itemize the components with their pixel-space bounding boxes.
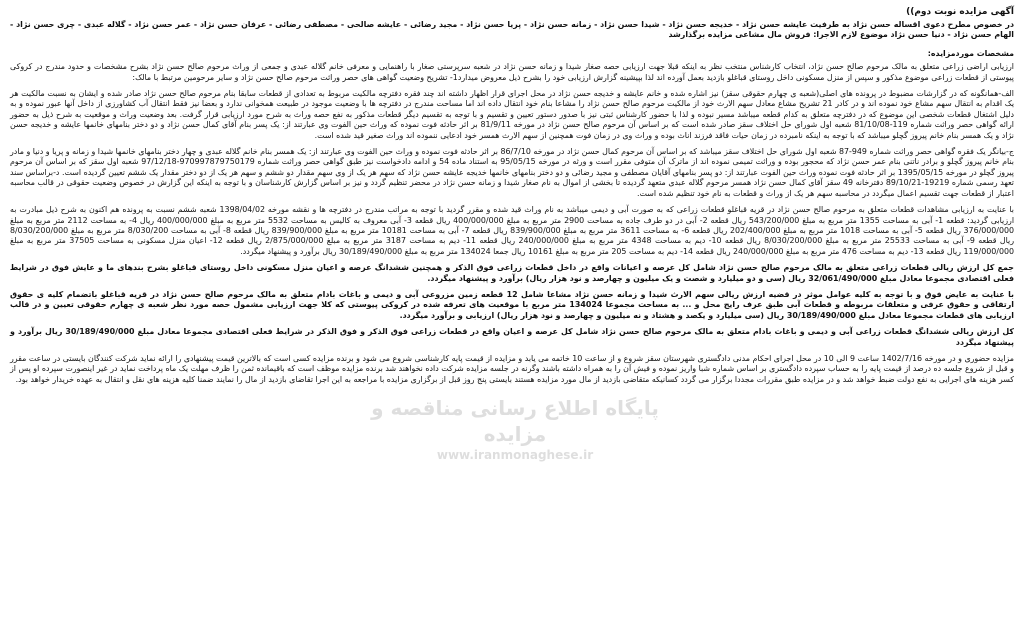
notice-title: آگهی مزایده نوبت دوم)) xyxy=(906,7,1014,17)
paragraph-total-value: جمع کل ارزش ریالی قطعات زراعی متعلق به مالک مرحوم صالح حسن نژاد شامل کل عرصه و اعیانات واقع در داخل قطعات زراعی فوق الذکر و همچنین ششدانگ عرصه و اعیان منزل مسکونی داخل روستای قباغلو بشرح بندهای ما و عایش فوق در شرایط فعلی اقتصادی مجموعا معادل مبلغ 32/061/490/000 ریال (سی و دو میلیارد و شصت و یک میلیون و چهارصد و نود هزار ریال) برآورد و پیشنهاد میگردد. xyxy=(10,263,1014,283)
watermark-url: www.iranmonaghese.ir xyxy=(436,448,594,462)
paragraph-heirs-c: ج-بیانگر یک فقره گواهی حصر وراثت شماره 949-87 شعبه اول شورای حل اختلاف سقز میباشد که بر اساس آن مرحوم کمال حسن نژاد در مورخه 86/7/10 بر اثر حادثه فوت نموده و وراث حین الفوت وی عبارتند از: یک همسر بنام خانم گلاله عبدی و چهار دختر بنامهای خانمها شیدا و زمانه و پریا و دنیا و مادر بنام خانم پیروز گچلو و برادر ناتنی بنام عمر حسن نژاد که محجور بوده و وراثت تمیمی نموده اند از ماترک آن متوفی مقرر است و ورثه در مورخه 95/05/15 به استناد ماده 54 و ادامه دادخواست نیز طبق گواهی حصر وراثت شماره 970997879750179-97/12/18 شعبه اول سقز که بر اساس آن مرحوم پیروز گچلو در مورخه 1395/05/15 بر اثر حادثه فوت نموده وراث حین الفوت عبارتند از: دو پسر بنامهای آقایان مصطفی و مجید رضائی و دو دختر بنامهای خانمها خدیجه عایشه حسن نژاد که سهم هر یک از وی سهم مقدار دو ششم و سهم هر یک از دو دختر مقدار یک ششم تعیین گردیده است. د-براساس سند تعهد رسمی شماره 19219-89/10/21 دفترخانه 49 سقز آقای کمال حسن نژاد همسر مرحوم گلاله عبدی متعهد گردیده تا بخشی از اموال به نام صغار شیدا و زمانه حسن نژاد در محضر تنظیم گردد و نیز بر اساس گزارش کارشناسان و با توجه به اینکه این گزارش در خصوص وضعیت حقوقی در قالب محاسبه اعتبار از قطعات جهت تقسیم اعمال میگردد در محاسبه سهم هر یک از وراث و قطعات به نام خود تنظیم شده است. xyxy=(10,147,1015,198)
paragraph-six-dang-value: کل ارزش ریالی ششدانگ قطعات زراعی آبی و دیمی و باغات بادام متعلق به مالک مرحوم صالح حسن نژاد شامل کل عرصه و اعیان واقع در قطعات زراعی فوق الذکر و فوق الذکر در شرایط فعلی اقتصادی مجموعا معادل مبلغ 30/189/490/000 ریال برآورد و پیشنهاد میگردد xyxy=(10,327,1014,347)
watermark-logo xyxy=(350,395,680,465)
specs-heading: مشخصات موردمزایده: xyxy=(927,48,1014,58)
notice-intro: در خصوص مطرح دعوی اقساله حسن نژاد به طرفیت عایشه حسن نژاد - خدیجه حسن نژاد - شیدا حسن نژاد - زمانه حسن نژاد - پریا حسن نژاد - مجید رضائی - عایشه صالحی - مصطفی رضائی - عرفان حسن نژاد - عمر حسن نژاد - گلاله عبدی - چری حسن نژاد - الهام حسن نژاد - دنیا حسن نژاد موضوع لازم الاجرا: فروش مال مشاعی مزایده برگذارشد xyxy=(10,20,1014,40)
paragraph-assessment: ارزیابی اراضی زراعی متعلق به مالک مرحوم صالح حسن نژاد، انتخاب کارشناس منتخب نظر به اینکه قبلا جهت ارزیابی حصه صغار شیدا و زمانه حسن نژاد در شعبه سرپرستی صغار با راهنمایی و معرفی خانم گلاله عبدی و جمعی از وراث مرحوم صالح حسن نژاد بشرح مشخصات و حدود مندرج در کروکی پیوستی از قطعات زراعی موضوع مذکور و سپس از منزل مسکونی داخل روستای قباغلو بازدید بعمل آورده اند لذا بپیشینه گزارش ارزیابی خود را بشرح ذیل معروض میدارد1- تشریح وضعیت گواهی های حصر وراثت مرحوم صالح حسن نژاد و سایر مرحومین مرتبط با مالک: xyxy=(10,62,1014,82)
paragraph-auction-terms: مزایده حضوری و در مورخه 1402/7/16 ساعت 9 الی 10 در محل اجرای احکام مدنی دادگستری شهرستان سقز شروع و از ساعت 10 خاتمه می یابد و مزایده از قیمت پایه کارشناسی شروع می شود و برنده مزایده کسی است که بالاترین قیمت پیشنهادی را ارائه نماید شرکت کنندگان بایستی در ساعت مقرر و قبل از شروع جلسه ده درصد از قیمت پایه را به حساب سپرده دادگستری بر اساس شماره شبا واریز نموده و فیش آن را به همراه داشته باشند وگرنه در جلسه مزایده شرکت داده نخواهند شد برنده مزایده موظف است که باقیمانده ثمن را ظرف مهلت یک ماه پرداخت نماید در غیر اینصورت سپرده او پس از کسر هزینه های اجرایی به نفع دولت ضبط خواهد شد و در مزایده طبق مقررات مجددا برگزار می گردد کسانیکه متقاضی بازدید از مال مورد مزایده هستند بایستی پنج روز قبل از برگزاری مزایده با مراجعه به این اجرا تقاضای بازدید از مال را نمایند ضمنا کلیه هزینه های نقل و انتقال به عهده خریدار خواهد بود. xyxy=(10,353,1014,384)
paragraph-share-value: با عنایت به عایض فوق و با توجه به کلیه عوامل موثر در قضیه ارزش ریالی سهم الارث شیدا و زمانه حسن نژاد مشاعا شامل 12 قطعه زمین مزروعی آبی و دیمی و باغات بادام متعلق به مالک مرحوم صالح حسن نژاد در قریه قباغلو باتضمام کلیه ی حقوق ارتفاقی و حقوق عرفی و متعلقات مربوطه و قطعات آبی طبق عرف رایج محل و ... به مساحت مجموعا 134024 متر مربع با موقعیت های تعرفه شده در کروکی پیوستی که کلا جهت ارزیابی مشمول حصه مورد نظر شعبه ی چهارم حقوقی تعیین و در قالب ارزیابی های قطعات مجموعا معادل مبلغ 30/189/490/000 ریال (سی میلیارد و یکصد و هشتاد و نه میلیون و چهارصد و نود هزار ریال) ارزیابی و برآورد میگردد. xyxy=(10,289,1014,320)
paragraph-heirs-a: الف-همانگونه که در گزارشات مضبوط در پرونده های اصلی(شعبه ی چهارم حقوقی سقز) نیز اشاره شده و خانم عایشه و خدیجه حسن نژاد در محل اجرای قرار اظهار داشته اند چند فقره دفترچه مالکیت مربوط به تعدادی از قطعات سابقا بنام مرحوم صالح حسن نژاد صادر شده و ایشان به نسبت مالکیت هر یک اقدام به انتقال سهم مشاع خود نموده اند و در کادر 21 تشریح مشاع معادل سهم الارث خود از مالکیت مرحوم صالح حسن نژاد را مشاعا بنام خود انتقال داده اند اما مساحت مندرج در دفترچه ها با وضعیت موجود در طبیعت همخوانی ندارد و بعضا نیز فقط انتقال آب کشاورزی از داخل آنها عبور نموده و به دلیل اشتغال قطعات شخصی این موضوع که در دفترچه متعلق به کدام قطعه میباشد مسیر نبوده و لذا با حضور کارشناس ثبتی نیز با صدور دستور تعیین و تقسیم و با توجه به تقسیم دیگر قطعات مذکور به نفع حصه وراث به شرح مورد ارزیابی قرار گرفت. بعد وضعیت وراث و موقعیت به شرح ذیل به حضور ارائه گواهی حصر وراثت شماره 119-81/10/08 شعبه اول شورای حل اختلاف سقز صادر شده است که بر اساس آن مرحوم صالح حسن نژاد در مورخه 81/9/11 بر اثر حادثه فوت نموده که وراث حین الفوت وی عبارتند از: یک پسر بنام آقای کمال حسن نژاد و دو دختر بنامهای خانمها عایشه و خدیجه حسن نژاد و یک همسر بنام خانم پیروز گچلو میباشد که با توجه به اینکه نامبرده در زمان حیات فاقد فرزند اناث بوده و وراث وی در زمان فوت همچنین از سهم الارث همسر خود ادعایی ننموده اند وراث صغیر قید شده است. xyxy=(10,89,1015,140)
paragraph-parcels: با عنایت به ارزیابی مشاهدات قطعات متعلق به مرحوم صالح حسن نژاد در قریه قباغلو قطعات زراعی که به صورت آبی و دیمی میباشد به نام وراث قید شده و مقرر گردید با توجه به مراتب مندرج در دفترچه ها و نقشه مورخه 1398/04/02 شعبه ششم نسبت به پرونده هم اکنون به شرح ذیل مبادرت به ارزیابی گردید: قطعه 1- آبی به مساحت 1355 متر مربع به مبلغ 543/200/000 ریال قطعه 2- آبی در دو طرف جاده به مساحت 2900 متر مربع به مبلغ 400/000/000 ریال قطعه 3- آبی معروف به کالیس به مساحت 5532 متر مربع به مبلغ 400/000/000 ریال 4- به مساحت 2112 متر مربع به مبلغ 376/000/000 ریال قطعه 5- آبی به مساحت 1018 متر مربع به مبلغ 202/400/000 ریال قطعه 6- به مساحت 3611 متر مربع به مبلغ 839/900/000 ریال قطعه 7- آبی به مساحت 10181 متر مربع به مبلغ 839/900/000 ریال قطعه 8- آبی به مساحت 8/030/200 متر مربع به مبلغ 8/030/200/000 ریال قطعه 9- آبی به مساحت 25533 متر مربع به مبلغ 8/030/200/000 ریال قطعه 10- دیم به مساحت 4348 متر مربع به مبلغ 240/000/000 ریال قطعه 11- دیم به مساحت 3187 متر مربع به مبلغ 2/875/000/000 ریال قطعه 12- اعیان منزل مسکونی به مساحت 37505 متر مربع به مبلغ 119/000/000 ریال قطعه 13- دیم به مساحت 476 متر مربع به مبلغ 240/000/000 ریال قطعه 14- دیم به مساحت 205 متر مربع به مبلغ 10161 ریال جمعا 134024 متر مربع به مبلغ 30/189/490/000 ریال برآورد و پیشنهاد میگردد. xyxy=(10,205,1015,256)
watermark-text: پایگاه اطلاع رسانی مناقصه و مزایده xyxy=(371,396,659,446)
